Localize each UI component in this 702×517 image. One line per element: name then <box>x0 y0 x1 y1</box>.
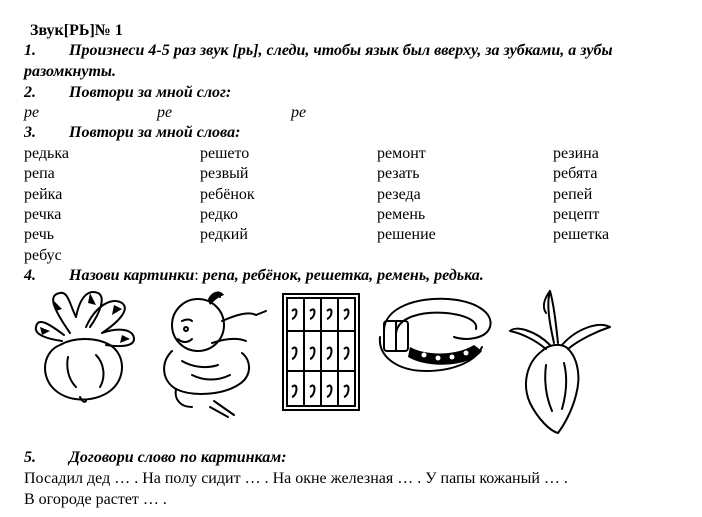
word: речь <box>24 226 55 243</box>
word: ребус <box>24 247 62 264</box>
task-5-text: Договори слово по картинкам: <box>69 449 287 466</box>
belt-picture <box>374 291 498 377</box>
word: редко <box>200 206 238 223</box>
syllable-2: ре <box>157 104 173 121</box>
task-4-colon: : <box>194 267 203 284</box>
word: рецепт <box>553 206 600 223</box>
task-1-number: 1. <box>24 42 36 59</box>
word: редкий <box>200 226 248 243</box>
grate-picture <box>280 291 362 413</box>
word: редька <box>24 145 69 162</box>
page-title: Звук[РЬ]№ 1 <box>30 22 123 39</box>
word: репей <box>553 186 593 203</box>
word: резать <box>377 165 420 182</box>
task-2-text: Повтори за мной слог: <box>69 84 232 101</box>
word: ребёнок <box>200 186 255 203</box>
word: ребята <box>553 165 598 182</box>
word: рейка <box>24 186 63 203</box>
baby-picture <box>152 291 270 419</box>
task-1-text-continued: разомкнуты. <box>24 63 117 80</box>
word: решетка <box>553 226 610 243</box>
word: речка <box>24 206 62 223</box>
turnip-picture <box>30 287 142 403</box>
sentence-line-2: В огороде растет … . <box>24 491 167 508</box>
radish-picture <box>506 285 614 435</box>
word: резина <box>553 145 599 162</box>
task-4-line <box>69 267 484 285</box>
word: репа <box>24 165 55 182</box>
task-3-text: Повтори за мной слова: <box>69 124 241 141</box>
task-1-text: Произнеси 4-5 раз звук [рь], следи, чтобы язык был вверху, за зубками, а зубы <box>69 42 613 59</box>
task-2-number: 2. <box>24 84 36 101</box>
word: ремонт <box>377 145 426 162</box>
syllable-1: ре <box>24 104 40 121</box>
word: решето <box>200 145 250 162</box>
task-5-number: 5. <box>24 449 36 466</box>
syllable-3: ре <box>291 104 307 121</box>
task-4-items: репа, ребёнок, решетка, ремень, редька. <box>202 267 484 284</box>
word: резеда <box>377 186 421 203</box>
task-4-number: 4. <box>24 267 36 284</box>
word: решение <box>377 226 436 243</box>
sentence-line-1: Посадил дед … . На полу сидит … . На окне железная … . У папы кожаный … . <box>24 470 568 487</box>
word: резвый <box>200 165 249 182</box>
task-4-text: Назови картинки <box>69 267 195 284</box>
task-3-number: 3. <box>24 124 36 141</box>
word: ремень <box>377 206 426 223</box>
